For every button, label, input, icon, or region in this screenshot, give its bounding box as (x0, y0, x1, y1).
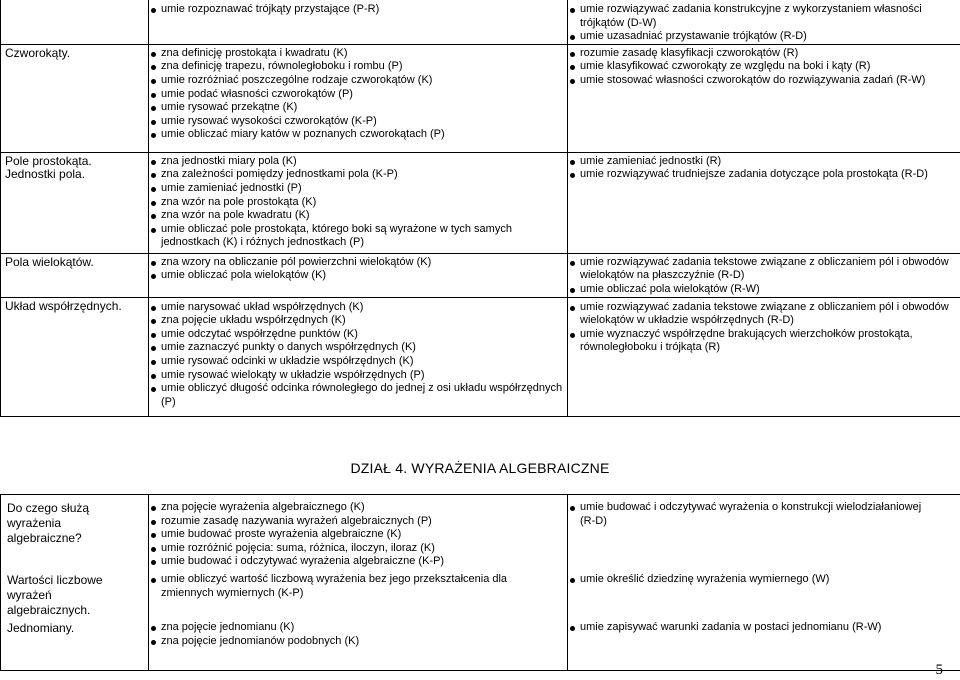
basic-cell (149, 152, 568, 253)
list-item: umie zamieniać jednostki (R) (568, 155, 960, 169)
topic-cell (1, 495, 149, 671)
list-item: umie zaznaczyć punkty o danych współrzędnych (K) (149, 341, 567, 355)
topic-cell (1, 0, 149, 44)
basic-cell (149, 495, 568, 671)
topic-label: Wartości liczbowe wyrażeń algebraicznych. (7, 573, 103, 617)
list-item: umie obliczyć wartość liczbową wyrażenia bez jego przekształcenia dla zmiennych wymiernych (K-P) (149, 573, 549, 600)
topic-cell (1, 152, 149, 253)
topic-label: Pola wielokątów. (5, 254, 94, 269)
list-item: zna wzór na pole prostokąta (K) (149, 196, 567, 210)
list-item: zna jednostki miary pola (K) (149, 155, 567, 169)
list-item: umie budować proste wyrażenia algebraiczne (K) (149, 528, 567, 542)
competency-table-bottom (0, 494, 960, 671)
list-item: umie narysować układ współrzędnych (K) (149, 301, 567, 315)
list-item: zna pojęcie jednomianu (K) (149, 621, 567, 635)
list-item: umie obliczać pole prostokąta, którego boki są wyrażone w tych samych jednostkach (K) i różnych jednostkach (P) (149, 223, 567, 250)
basic-cell (149, 297, 568, 416)
list-item: umie wyznaczyć współrzędne brakujących wierzchołków prostokąta, równoległoboku i trójkąta (R) (568, 328, 960, 355)
section-heading: DZIAŁ 4. WYRAŻENIA ALGEBRAICZNE (350, 460, 610, 476)
list-item: umie obliczać pola wielokątów (K) (149, 269, 567, 283)
advanced-cell (568, 297, 960, 416)
list-item: umie rysować wysokości czworokątów (K-P) (149, 115, 567, 129)
basic-cell (149, 0, 568, 44)
list-item: zna wzory na obliczanie pól powierzchni wielokątów (K) (149, 256, 567, 270)
advanced-cell (568, 495, 960, 671)
list-item: umie budować i odczytywać wyrażenia algebraiczne (K-P) (149, 555, 567, 569)
topic-cell (1, 44, 149, 152)
list-item: umie rozróżniać poszczególne rodzaje czworokątów (K) (149, 74, 567, 88)
topic-label: Czworokąty. (5, 45, 71, 60)
basic-cell (149, 44, 568, 152)
list-item: zna pojęcie wyrażenia algebraicznego (K) (149, 501, 567, 515)
list-item: rozumie zasadę klasyfikacji czworokątów (R) (568, 47, 960, 61)
table-row (1, 495, 960, 671)
list-item: umie stosować własności czworokątów do rozwiązywania zadań (R-W) (568, 74, 960, 88)
advanced-cell (568, 152, 960, 253)
topic-label: Jednomiany. (7, 621, 75, 635)
list-item: umie budować i odczytywać wyrażenia o konstrukcji wielodziałaniowej (R-D) (568, 501, 928, 528)
list-item: umie obliczać pola wielokątów (R-W) (568, 283, 960, 297)
list-item: umie klasyfikować czworokąty ze względu na boki i kąty (R) (568, 60, 960, 74)
list-item: umie rysować przekątne (K) (149, 101, 567, 115)
topic-label: Pole prostokąta. Jednostki pola. (5, 153, 92, 181)
list-item: umie obliczać miary katów w poznanych czworokątach (P) (149, 128, 567, 142)
topic-label: Układ współrzędnych. (5, 298, 122, 313)
list-item: zna zależności pomiędzy jednostkami pola (K-P) (149, 168, 567, 182)
list-item: umie rozwiązywać zadania konstrukcyjne z wykorzystaniem własności trójkątów (D-W) (568, 3, 960, 30)
list-item: umie rysować odcinki w układzie współrzędnych (K) (149, 355, 567, 369)
list-item: umie rozwiązywać zadania tekstowe związane z obliczaniem pól i obwodów wielokątów na płaszczyźnie (R-D) (568, 256, 960, 283)
list-item: zna pojęcie układu współrzędnych (K) (149, 314, 567, 328)
table-row (1, 44, 960, 152)
list-item: umie rysować wielokąty w układzie współrzędnych (P) (149, 369, 567, 383)
table-row (1, 253, 960, 297)
list-item: zna pojęcie jednomianów podobnych (K) (149, 635, 567, 649)
table-row (1, 0, 960, 44)
list-item: umie rozróżnić pojęcia: suma, różnica, iloczyn, iloraz (K) (149, 542, 567, 556)
list-item: umie odczytać współrzędne punktów (K) (149, 328, 567, 342)
advanced-cell (568, 253, 960, 297)
list-item: umie podać własności czworokątów (P) (149, 88, 567, 102)
list-item: zna definicję trapezu, równoległoboku i rombu (P) (149, 60, 567, 74)
table-row (1, 152, 960, 253)
advanced-cell (568, 0, 960, 44)
topic-cell (1, 297, 149, 416)
list-item: umie uzasadniać przystawanie trójkątów (R-D) (568, 30, 960, 44)
page-number: 5 (935, 662, 943, 678)
list-item: umie zamieniać jednostki (P) (149, 182, 567, 196)
topic-label: Do czego służą wyrażenia algebraiczne? (7, 501, 90, 545)
list-item: umie rozwiązywać zadania tekstowe związane z obliczaniem pól i obwodów wielokątów w układzie współrzędnych (R-D) (568, 301, 960, 328)
list-item: umie rozwiązywać trudniejsze zadania dotyczące pola prostokąta (R-D) (568, 168, 960, 182)
list-item: rozumie zasadę nazywania wyrażeń algebraicznych (P) (149, 515, 567, 529)
topic-cell (1, 253, 149, 297)
advanced-cell (568, 44, 960, 152)
list-item: umie określić dziedzinę wyrażenia wymiernego (W) (568, 573, 960, 587)
list-item: zna wzór na pole kwadratu (K) (149, 209, 567, 223)
list-item: umie obliczyć długość odcinka równoległego do jednej z osi układu współrzędnych (P) (149, 382, 567, 409)
list-item: zna definicję prostokąta i kwadratu (K) (149, 47, 567, 61)
list-item: umie zapisywać warunki zadania w postaci jednomianu (R-W) (568, 621, 960, 635)
table-row (1, 297, 960, 416)
basic-cell (149, 253, 568, 297)
list-item: umie rozpoznawać trójkąty przystające (P-R) (149, 3, 567, 17)
